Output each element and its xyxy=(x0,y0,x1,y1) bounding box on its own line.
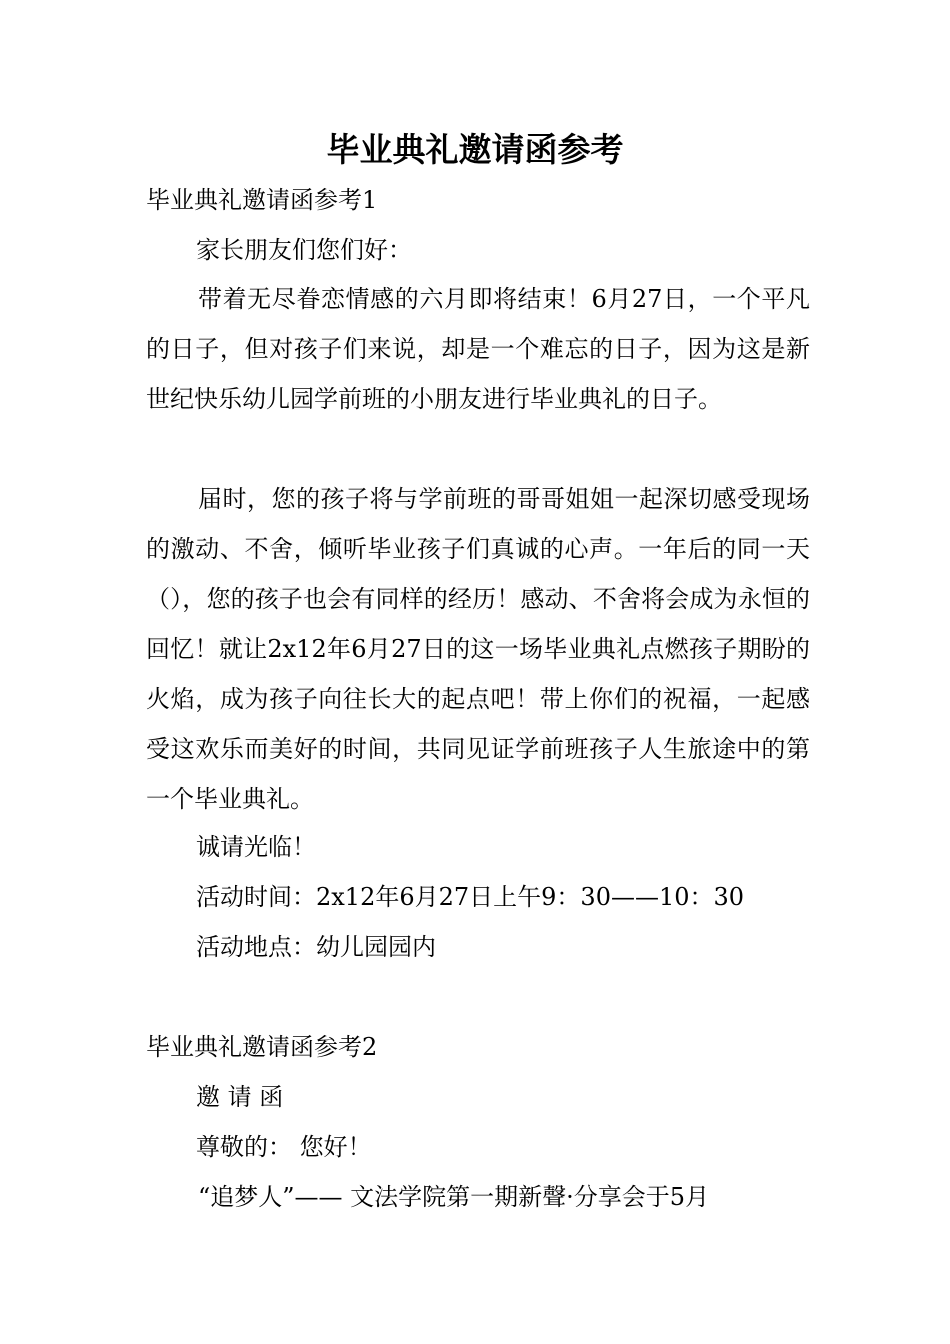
section1-greeting: 家长朋友们您们好： xyxy=(196,236,412,264)
section1-heading: 毕业典礼邀请函参考1 xyxy=(146,186,378,214)
section2-heading: 毕业典礼邀请函参考2 xyxy=(146,1033,378,1061)
section2-paragraph-1: “追梦人”—— 文法学院第一期新聲·分享会于5月 xyxy=(198,1183,710,1211)
section1-paragraph-2: 届时，您的孩子将与学前班的哥哥姐姐一起深切感受现场的激动、不舍，倾听毕业孩子们真诚的心声。一年后的同一天（），您的孩子也会有同样的经历！感动、不舍将会成为永恒的回忆！就让2x12年6月27日的这一场毕业典礼点燃孩子期盼的火焰，成为孩子向往长大的起点吧！带上你们的祝福，一起感受这欢乐而美好的时间，共同见证学前班孩子人生旅途中的第一个毕业典礼。 xyxy=(146,485,810,813)
section1-event-location: 活动地点：幼儿园园内 xyxy=(196,933,436,961)
section1-paragraph-1: 带着无尽眷恋情感的六月即将结束！6月27日，一个平凡的日子，但对孩子们来说，却是一个难忘的日子，因为这是新世纪快乐幼儿园学前班的小朋友进行毕业典礼的日子。 xyxy=(146,285,810,413)
document-title: 毕业典礼邀请函参考 xyxy=(326,130,624,169)
section1-closing: 诚请光临！ xyxy=(196,833,316,861)
section1-event-time: 活动时间：2x12年6月27日上午9：30——10：30 xyxy=(196,883,745,911)
section2-subtitle: 邀 请 函 xyxy=(196,1083,284,1111)
section2-greeting: 尊敬的： 您好！ xyxy=(196,1133,372,1161)
